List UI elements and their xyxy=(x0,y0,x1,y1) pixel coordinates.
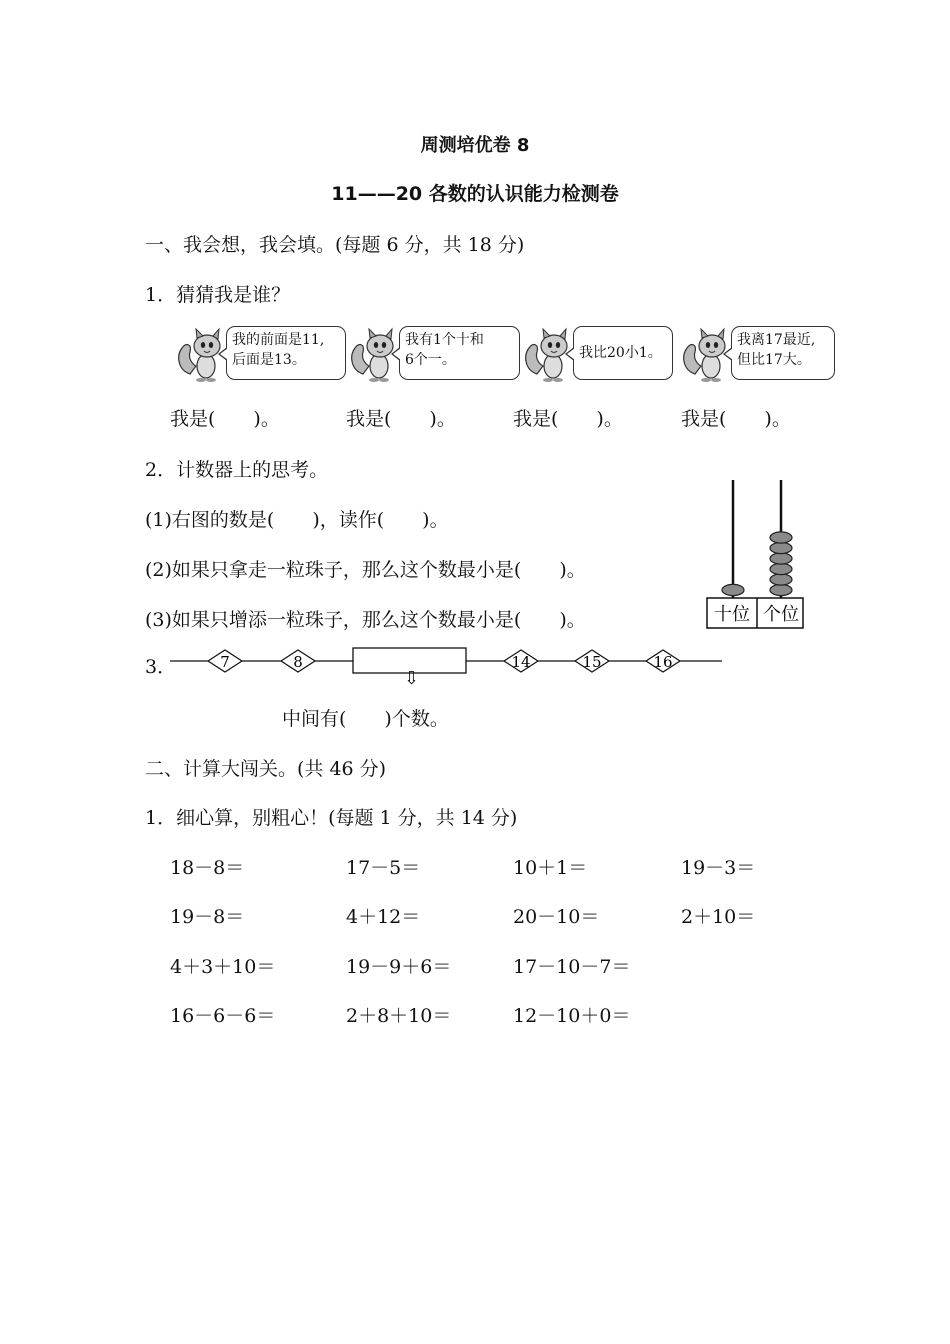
section1-heading: 一、我会想，我会填。(每题 6 分，共 18 分) xyxy=(145,234,525,256)
answer-4: 我是( )。 xyxy=(681,408,791,430)
calc-item: 2＋8＋10＝ xyxy=(346,1005,452,1027)
q3-label: 3． xyxy=(145,656,177,678)
bubble-3-line1: 我比20小1。 xyxy=(579,345,662,361)
ones-bead xyxy=(770,574,792,585)
bubble-3 xyxy=(573,326,673,380)
bubble-2-line2: 6个一。 xyxy=(405,352,456,368)
calc-item: 10＋1＝ xyxy=(513,857,588,879)
ones-bead xyxy=(770,584,792,595)
calc-item: 12－10＋0＝ xyxy=(513,1005,631,1027)
calc-item: 17－5＝ xyxy=(346,857,421,879)
bubble-1-line2: 后面是13。 xyxy=(232,352,306,368)
answer-1: 我是( )。 xyxy=(170,408,280,430)
guess-bubbles xyxy=(176,322,836,382)
down-arrow-icon: ⇩ xyxy=(404,668,420,689)
section2-heading: 二、计算大闯关。(共 46 分) xyxy=(145,758,387,780)
ones-bead xyxy=(770,542,792,553)
number-diamond-label: 16 xyxy=(653,653,673,671)
q2-sub1: (1)右图的数是( )，读作( )。 xyxy=(145,509,449,531)
calc-item: 20－10＝ xyxy=(513,906,600,928)
ones-bead xyxy=(770,532,792,543)
page-subtitle: 11——20 各数的认识能力检测卷 xyxy=(331,183,619,205)
calc-item: 2＋10＝ xyxy=(681,906,756,928)
calc-item: 19－3＝ xyxy=(681,857,756,879)
calc-item: 4＋12＝ xyxy=(346,906,421,928)
ones-bead xyxy=(770,553,792,564)
page-title: 周测培优卷 8 xyxy=(420,135,530,156)
s2-q1-label: 1．细心算，别粗心！(每题 1 分，共 14 分) xyxy=(145,807,518,829)
q1-label: 1．猜猜我是谁？ xyxy=(145,284,291,306)
bubble-4-line1: 我离17最近, xyxy=(737,332,816,348)
tens-beads xyxy=(722,584,744,595)
q3-answer: 中间有( )个数。 xyxy=(282,708,449,730)
q2-label: 2．计数器上的思考。 xyxy=(145,459,329,481)
answer-3: 我是( )。 xyxy=(513,408,623,430)
bubble-1-line1: 我的前面是11, xyxy=(232,332,325,348)
calc-item: 4＋3＋10＝ xyxy=(170,956,276,978)
number-diamond-label: 7 xyxy=(220,653,230,671)
calc-item: 19－9＋6＝ xyxy=(346,956,452,978)
bubble-4 xyxy=(731,326,835,380)
ones-bead xyxy=(770,563,792,574)
ones-label: 个位 xyxy=(763,604,799,625)
number-diamond-label: 14 xyxy=(511,653,531,671)
abacus xyxy=(700,476,810,634)
number-diamond-label: 15 xyxy=(582,653,602,671)
bubble-2-line1: 我有1个十和 xyxy=(405,332,484,348)
ones-beads xyxy=(770,532,792,596)
calc-item: 16－6－6＝ xyxy=(170,1005,276,1027)
tens-bead xyxy=(722,584,744,595)
number-diamond-label: 8 xyxy=(293,653,303,671)
calc-item: 18－8＝ xyxy=(170,857,245,879)
bubble-2 xyxy=(399,326,520,380)
tens-label: 十位 xyxy=(714,604,750,625)
bubble-4-line2: 但比17大。 xyxy=(737,352,811,368)
calc-item: 19－8＝ xyxy=(170,906,245,928)
bubble-1 xyxy=(226,326,346,380)
number-line xyxy=(170,646,725,676)
answer-2: 我是( )。 xyxy=(346,408,456,430)
calc-item: 17－10－7＝ xyxy=(513,956,631,978)
q2-sub3: (3)如果只增添一粒珠子，那么这个数最小是( )。 xyxy=(145,609,586,631)
q2-sub2: (2)如果只拿走一粒珠子，那么这个数最小是( )。 xyxy=(145,559,586,581)
